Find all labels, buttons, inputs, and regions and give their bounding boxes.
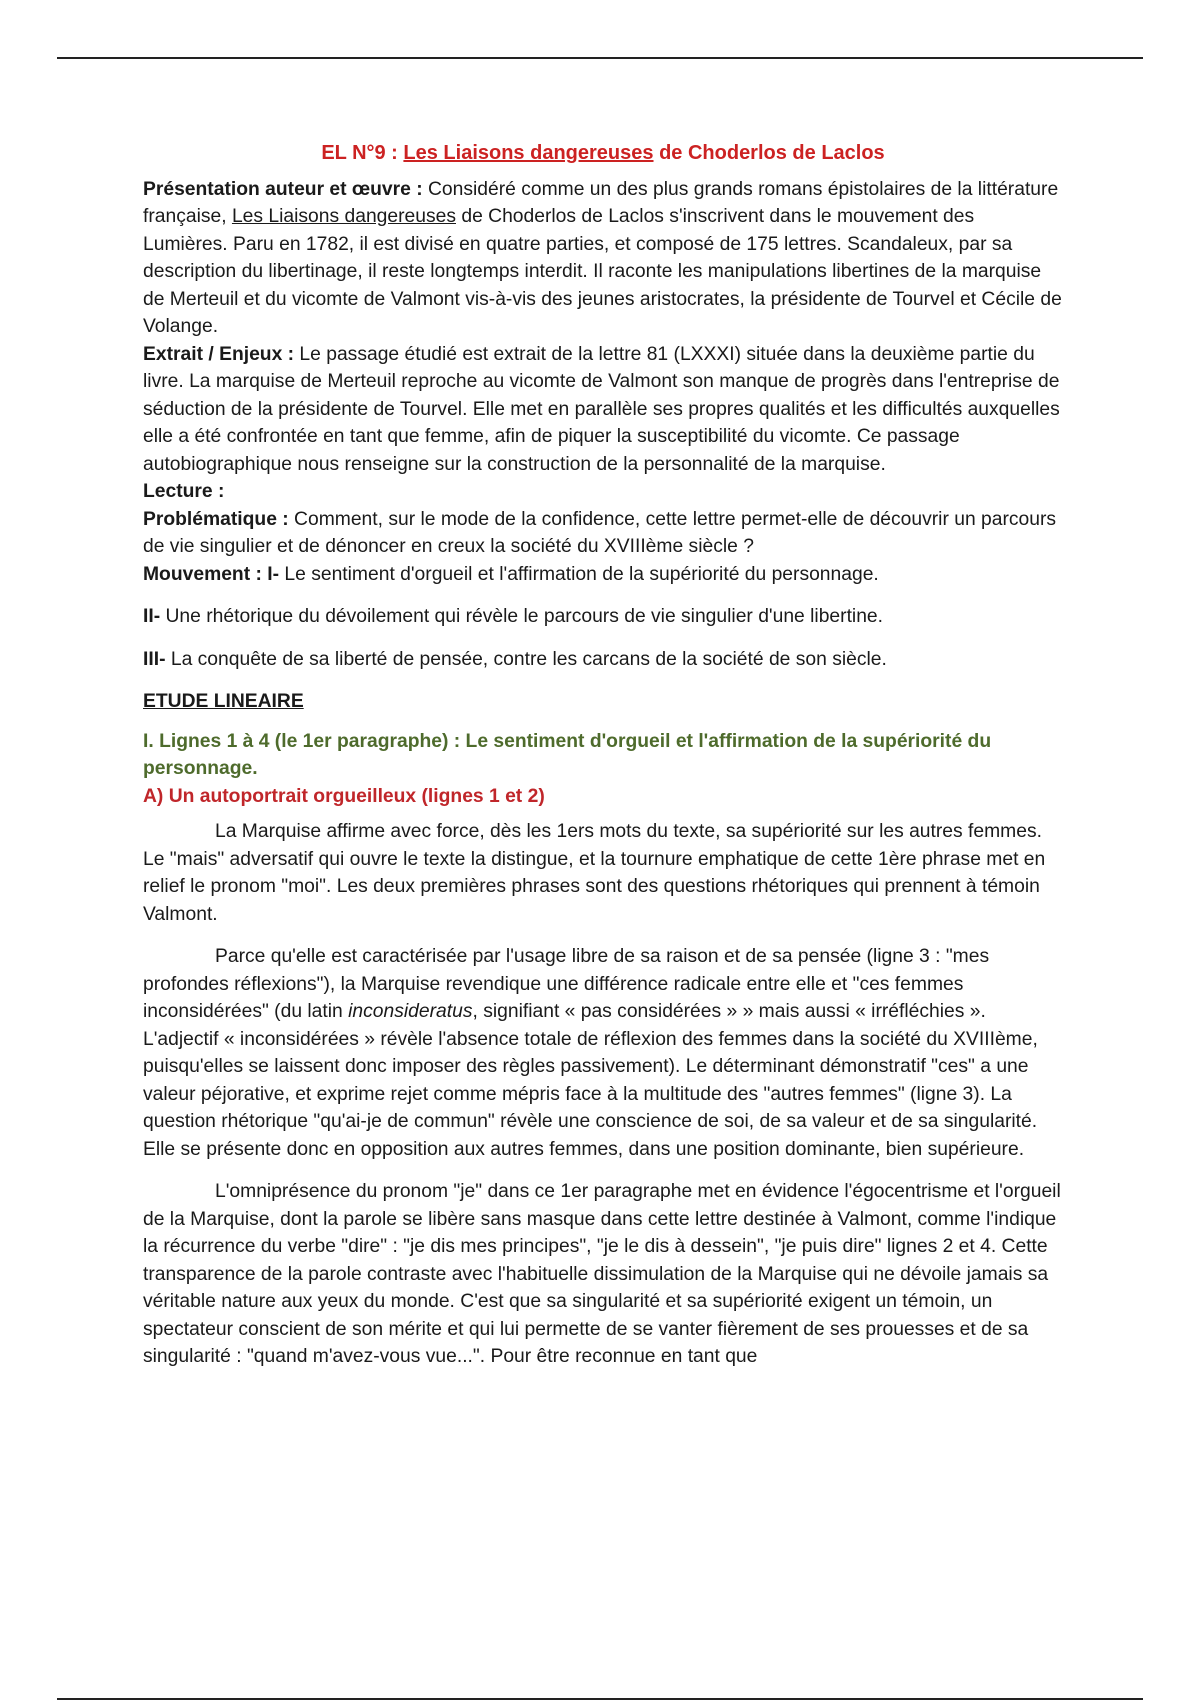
mouvement-line-3 xyxy=(143,646,1063,674)
para-2-after: , signifiant « pas considérées » » mais aussi « irréfléchies ». L'adjectif « inconsidérées » révèle l'absence totale de réflexion des femmes dans la société du XVIIIème, puisqu'elles se laissent donc imposer des règles passivement). Le déterminant démonstratif "ces" a une valeur péjorative, et exprime rejet comme mépris face à la multitude des "autres femmes" (ligne 3). La question rhétorique "qu'ai-je de commun" révèle une conscience de soi, de sa valeur et de sa singularité. Elle se présente donc en opposition aux autres femmes, dans une position dominante, bien supérieure. xyxy=(143,1001,1038,1160)
presentation-label: Présentation auteur et œuvre : xyxy=(143,178,423,200)
presentation-text-2: de Choderlos de Laclos s'inscrivent dans le mouvement des Lumières. Paru en 1782, il est divisé en quatre parties, et composé de 175 lettres. Scandaleux, par sa description du libertinage, il reste longtemps interdit. Il raconte les manipulations libertines de la marquise de Merteuil et du vicomte de Valmont vis-à-vis des jeunes aristocrates, la présidente de Tourvel et Cécile de Volange. xyxy=(143,206,1062,337)
mouvement-text-3: La conquête de sa liberté de pensée, contre les carcans de la société de son siècle. xyxy=(165,648,887,670)
mouvement-label-2: II- xyxy=(143,606,161,627)
extrait-paragraph xyxy=(143,341,1063,479)
title-prefix: EL N°9 : xyxy=(321,142,404,164)
body-paragraph-2 xyxy=(143,943,1063,1163)
mouvement-label: Mouvement : I- xyxy=(143,563,280,585)
mouvement-line-1 xyxy=(143,561,1063,589)
para-2-italic-term: inconsideratus xyxy=(348,1001,473,1022)
subsection-a-heading: A) Un autoportrait orgueilleux (lignes 1 et 2) xyxy=(143,785,545,807)
problematique-text: Comment, sur le mode de la confidence, cette lettre permet-elle de découvrir un parcours de vie singulier et de dénoncer en creux la société du XVIIIème siècle ? xyxy=(143,508,1057,557)
title-suffix: de Choderlos de Laclos xyxy=(653,142,885,164)
extrait-label: Extrait / Enjeux : xyxy=(143,343,295,365)
section-1-heading: I. Lignes 1 à 4 (le 1er paragraphe) : Le sentiment d'orgueil et l'affirmation de la supériorité du personnage. xyxy=(143,730,992,779)
body-paragraph-3: L'omniprésence du pronom "je" dans ce 1er paragraphe met en évidence l'égocentrisme et l'orgueil de la Marquise, dont la parole se libère sans masque dans cette lettre destinée à Valmont, comme l'indique la récurrence du verbe "dire" : "je dis mes principes", "je le dis à dessein", "je puis dire" lignes 2 et 4. Cette transparence de la parole contraste avec l'habituelle dissimulation de la Marquise qui ne dévoile jamais sa véritable nature aux yeux du monde. C'est que sa singularité et sa supériorité exigent un témoin, un spectateur conscient de son mérite et qui lui permette de se vanter fièrement de ses prouesses et de sa singularité : "quand m'avez-vous vue...". Pour être reconnue en tant que xyxy=(143,1181,1061,1367)
para-2-before: Parce qu'elle est caractérisée par l'usage libre de sa raison et de sa pensée (ligne 3 : "mes profondes réflexions"), la Marquise revendique une différence radicale entre elle et "ces femmes inconsidérées" (du latin xyxy=(143,946,990,1022)
title-book: Les Liaisons dangereuses xyxy=(403,142,654,164)
lecture-label: Lecture : xyxy=(143,481,225,502)
mouvement-text-2: Une rhétorique du dévoilement qui révèle le parcours de vie singulier d'une libertine. xyxy=(160,606,884,627)
extrait-text: Le passage étudié est extrait de la lettre 81 (LXXXI) située dans la deuxième partie du livre. La marquise de Merteuil reproche au vicomte de Valmont son manque de progrès dans l'entreprise de séduction de la présidente de Tourvel. Elle met en parallèle ses propres qualités et les difficultés auxquelles elle a été confrontée en tant que femme, afin de piquer la susceptibilité du vicomte. Ce passage autobiographique nous renseigne sur la construction de la personnalité de la marquise. xyxy=(143,343,1060,475)
etude-lineaire-heading: ETUDE LINEAIRE xyxy=(143,691,304,712)
problematique-label: Problématique : xyxy=(143,508,289,530)
mouvement-line-2 xyxy=(143,603,1063,631)
document-page xyxy=(143,140,1063,1371)
presentation-paragraph xyxy=(143,176,1063,341)
mouvement-text-1: Le sentiment d'orgueil et l'affirmation de la supériorité du personnage. xyxy=(279,563,879,585)
document-title xyxy=(143,140,1063,168)
body-paragraph-1: La Marquise affirme avec force, dès les 1ers mots du texte, sa supériorité sur les autres femmes. Le "mais" adversatif qui ouvre le texte la distingue, et la tournure emphatique de cette 1ère phrase met en relief le pronom "moi". Les deux premières phrases sont des questions rhétoriques qui prennent à témoin Valmont. xyxy=(143,821,1046,925)
top-rule xyxy=(57,57,1143,59)
presentation-book: Les Liaisons dangereuses xyxy=(231,206,456,227)
presentation-text-1: Considéré comme un des plus grands romans épistolaires de la littérature française, xyxy=(143,178,1059,227)
mouvement-label-3: III- xyxy=(143,648,166,670)
problematique-paragraph xyxy=(143,506,1063,561)
